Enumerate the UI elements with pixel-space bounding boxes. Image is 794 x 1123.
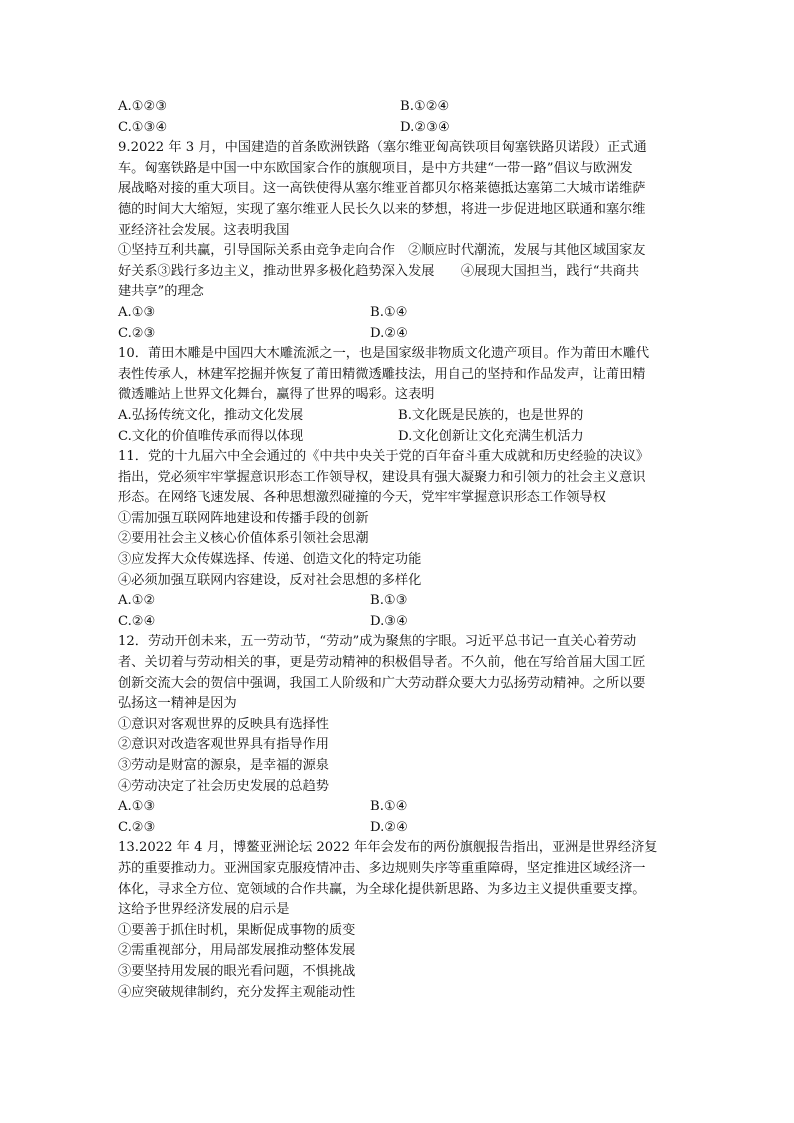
q8-option-d[interactable]: D.②③④ xyxy=(400,119,450,135)
q11-line: ②要用社会主义核心价值体系引领社会思潮 xyxy=(118,531,369,547)
q12-line: ①意识对客观世界的反映具有选择性 xyxy=(118,716,329,732)
q12-line: ④劳动决定了社会历史发展的总趋势 xyxy=(118,778,329,794)
q9-option-d[interactable]: D.②④ xyxy=(370,325,408,341)
q9-line: ①坚持互利共赢，引导国际关系由竞争走向合作 ②顺应时代潮流，发展与其他区域国家友 xyxy=(118,243,646,259)
q9-line: 车。匈塞铁路是中国一中东欧国家合作的旗舰项目，是中方共建“一带一路”倡议与欧洲发 xyxy=(118,160,633,176)
q13-line: 体化，寻求全方位、宽领域的合作共赢，为全球化提供新思路、为多边主义提供重要支撑。 xyxy=(118,881,646,897)
q10-option-d[interactable]: D.文化创新让文化充满生机活力 xyxy=(398,428,584,444)
q11-line: ④必须加强互联网内容建设，反对社会思想的多样化 xyxy=(118,572,422,588)
q13-line: 13.2022 年 4 月，博鳌亚洲论坛 2022 年年会发布的两份旗舰报告指出，亚洲是世界经济复 xyxy=(118,840,658,856)
q11-options-row-1 xyxy=(118,591,678,612)
q11-options-row-2 xyxy=(118,612,678,633)
q11-line: 形态。在网络飞速发展、各种思想激烈碰撞的今天，党牢牢掌握意识形态工作领导权 xyxy=(118,490,606,506)
question-13 xyxy=(118,838,678,1003)
q10-line: 10．莆田木雕是中国四大木雕流派之一，也是国家级非物质文化遗产项目。作为莆田木雕代 xyxy=(118,346,650,362)
q9-option-a[interactable]: A.①③ xyxy=(118,304,156,320)
page-content xyxy=(118,97,678,1003)
q12-options-row-1 xyxy=(118,797,678,818)
q11-line: 11．党的十九届六中全会通过的《中共中央关于党的百年奋斗重大成就和历史经验的决议》 xyxy=(118,449,650,465)
q11-line: ③应发挥大众传媒选择、传递、创造文化的特定功能 xyxy=(118,552,422,568)
q9-line: 9.2022 年 3 月，中国建造的首条欧洲铁路（塞尔维亚匈高铁项目匈塞铁路贝诺段）正式通 xyxy=(118,140,647,156)
q12-line: 12．劳动开创未来，五一劳动节，“劳动”成为聚焦的字眼。习近平总书记一直关心着劳动 xyxy=(118,634,637,650)
q8-options-row-2 xyxy=(118,118,678,139)
q11-option-d[interactable]: D.③④ xyxy=(370,613,408,629)
q10-line: 表性传承人，林建军挖掘并恢复了莆田精微透雕技法，用自己的坚持和作品发声，让莆田精 xyxy=(118,366,646,382)
q11-line: ①需加强互联网阵地建设和传播手段的创新 xyxy=(118,510,369,526)
q11-option-b[interactable]: B.①③ xyxy=(370,593,408,609)
q12-line: 弘扬这一精神是因为 xyxy=(118,696,237,712)
q8-option-b[interactable]: B.①②④ xyxy=(400,99,450,114)
q10-options-row-2 xyxy=(118,427,678,448)
q9-options-row-1 xyxy=(118,303,678,324)
q9-line: 亚经济社会发展。这表明我国 xyxy=(118,222,290,238)
q12-line: 创新交流大会的贺信中强调，我国工人阶级和广大劳动群众要大力弘扬劳动精神。之所以要 xyxy=(118,675,646,691)
q9-line: 德的时间大大缩短，实现了塞尔维亚人民长久以来的梦想，将进一步促进地区联通和塞尔维 xyxy=(118,201,646,217)
q10-option-a[interactable]: A.弘扬传统文化，推动文化发展 xyxy=(118,407,304,423)
q13-line: ③要坚持用发展的眼光看问题，不惧挑战 xyxy=(118,963,356,979)
q11-option-a[interactable]: A.①② xyxy=(118,593,156,609)
q10-line: 微透雕站上世界文化舞台，赢得了世界的喝彩。这表明 xyxy=(118,387,435,403)
q9-options-row-2 xyxy=(118,324,678,345)
q12-line: 者、关切着与劳动相关的事，更是劳动精神的积极倡导者。不久前，他在写给首届大国工匠 xyxy=(118,655,646,671)
q13-line: 苏的重要推动力。亚洲国家克服疫情冲击、多边规则失序等重重障碍，坚定推进区域经济一 xyxy=(118,860,646,876)
q11-line: 指出，党必须牢牢掌握意识形态工作领导权，建设具有强大凝聚力和引领力的社会主义意识 xyxy=(118,469,646,485)
q8-option-c[interactable]: C.①③④ xyxy=(118,119,168,135)
q8-option-a[interactable]: A.①②③ xyxy=(118,99,168,114)
q9-line: 建共享”的理念 xyxy=(118,284,204,300)
q13-line: ②需重视部分，用局部发展推动整体发展 xyxy=(118,943,356,959)
q12-line: ③劳动是财富的源泉，是幸福的源泉 xyxy=(118,758,329,773)
question-10 xyxy=(118,344,678,447)
q12-option-b[interactable]: B.①④ xyxy=(370,799,408,815)
question-12 xyxy=(118,632,678,838)
question-11 xyxy=(118,447,678,632)
q8-options-row-1 xyxy=(118,97,678,118)
q10-option-b[interactable]: B.文化既是民族的，也是世界的 xyxy=(398,407,584,423)
q10-options-row-1 xyxy=(118,406,678,427)
question-9 xyxy=(118,138,678,344)
q10-option-c[interactable]: C.文化的价值唯传承而得以体现 xyxy=(118,428,304,444)
q13-line: ④应突破规律制约，充分发挥主观能动性 xyxy=(118,984,356,1000)
q9-line: 好关系③践行多边主义，推动世界多极化趋势深入发展 ④展现大国担当，践行“共商共 xyxy=(118,263,640,279)
q12-line: ②意识对改造客观世界具有指导作用 xyxy=(118,737,329,753)
q12-option-c[interactable]: C.②③ xyxy=(118,819,156,835)
q12-options-row-2 xyxy=(118,818,678,839)
q13-line: ①要善于抓住时机，果断促成事物的质变 xyxy=(118,922,356,938)
q12-option-a[interactable]: A.①③ xyxy=(118,799,156,815)
q12-option-d[interactable]: D.②④ xyxy=(370,819,408,835)
q11-option-c[interactable]: C.②④ xyxy=(118,613,156,629)
q13-line: 这给予世界经济发展的启示是 xyxy=(118,902,290,918)
q9-option-c[interactable]: C.②③ xyxy=(118,325,156,341)
q9-line: 展战略对接的重大项目。这一高铁使得从塞尔维亚首都贝尔格莱德抵达塞第二大城市诺维萨 xyxy=(118,181,646,197)
q9-option-b[interactable]: B.①④ xyxy=(370,304,408,320)
